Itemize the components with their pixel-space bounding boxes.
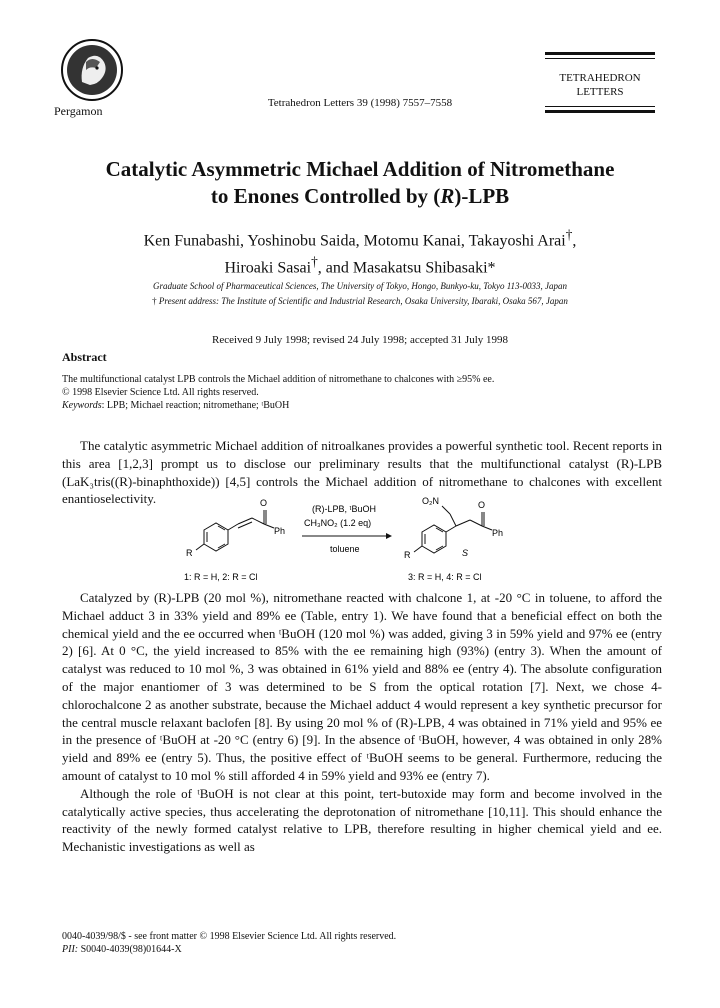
discussion-paragraph: Although the role of ᵗBuOH is not clear at this point, tert-butoxide may form and become involved in the catalytically active species, thus accelerating the deprotonation of nitromethane [10,11]. This should enhance the reactivity of the newly formed catalyst relative to LPB, therefore resulting in higher chemical yield and ee. Mechanistic investigations as well as — [62, 785, 662, 855]
received-dates: Received 9 July 1998; revised 24 July 1998; accepted 31 July 1998 — [211, 334, 509, 346]
body-text — [62, 589, 662, 856]
dagger-mark: † — [311, 254, 318, 270]
reagent-line-2: CH₃NO₂ (1.2 eq) — [304, 518, 372, 528]
header-rule-top-thin — [545, 58, 655, 59]
solvent-label: toluene — [330, 544, 360, 554]
dagger-mark: † — [565, 227, 573, 242]
pergamon-logo-icon — [60, 38, 124, 102]
header-rule-top — [545, 52, 655, 55]
authors-line-1: Ken Funabashi, Yoshinobu Saida, Motomu Kanai, Takayoshi Arai†, — [143, 227, 577, 250]
title-line-2-r: R — [440, 184, 455, 208]
affiliation-2-text: Present address: The Institute of Scientific and Industrial Research, Osaka University, Ibaraki, Osaka 567, Japan — [158, 296, 568, 306]
intro-paragraph: The catalytic asymmetric Michael addition of nitroalkanes provides a powerful synthetic tool. Recent reports in this area [1,2,3] prompt us to disclose our preliminary results that the multifunctional catalyst (R)-LPB (LaK₃tris((R)-binaphthoxide)) [4,5] controls the Michael addition of nitromethane to chalcones with excellent enantioselectivity. — [62, 438, 662, 507]
product-oxygen-label: O — [478, 500, 486, 510]
abstract-copyright: © 1998 Elsevier Science Ltd. All rights reserved. — [62, 387, 259, 398]
title-line-2-part-a: to Enones Controlled by ( — [210, 184, 441, 208]
product-nitro-label: O₂N — [422, 496, 439, 506]
journal-name — [545, 71, 655, 99]
sm-r-label: R — [186, 548, 193, 558]
authors-line-2-text-b: , and Masakatsu Shibasaki* — [317, 259, 496, 277]
title-line-2-part-b: )-LPB — [454, 184, 510, 208]
affiliation-1: Graduate School of Pharmaceutical Sciences, The University of Tokyo, Hongo, Bunkyo-ku, Tokyo 113-0033, Japan — [152, 281, 568, 291]
product-caption: 3: R = H, 4: R = Cl — [408, 572, 482, 582]
product-phenyl-label: Ph — [492, 528, 504, 538]
dagger-mark: † — [152, 296, 157, 306]
sm-caption: 1: R = H, 2: R = Cl — [184, 572, 258, 582]
product-s-label: S — [462, 548, 469, 558]
keywords-text: : LPB; Michael reaction; nitromethane; ᵗBuOH — [101, 400, 290, 411]
authors-line-2-text-a: Hiroaki Sasai — [224, 259, 312, 277]
benzene-ring-sm — [196, 510, 274, 551]
sm-phenyl-label: Ph — [274, 526, 286, 536]
sm-oxygen-label: O — [260, 498, 268, 508]
abstract-text: The multifunctional catalyst LPB controls the Michael addition of nitromethane to chalcones with ≥95% ee. — [62, 374, 495, 385]
title-line-2 — [60, 183, 660, 210]
authors-line-1-text: Ken Funabashi, Yoshinobu Saida, Motomu Kanai, Takayoshi Arai — [143, 232, 566, 250]
reaction-arrowhead-icon — [386, 533, 392, 539]
results-paragraph: Catalyzed by (R)-LPB (20 mol %), nitromethane reacted with chalcone 1, at -20 °C in toluene, to afford the Michael adduct 3 in 33% yield and 89% ee (Table, entry 1). We have found that a beneficial effect on both the chemical yield and the ee occurred when ᵗBuOH (120 mol %) was added, giving 3 in 59% yield and 97% ee (entry 2) [6]. At 0 °C, the yield increased to 85% with the ee remaining high (93%) (entry 3). When the amount of catalyst was reduced to 10 mol %, 3 was obtained in 61% yield and 88% ee (entry 4). The absolute configuration of the major enantiomer of 3 was determined to be S from the optical rotation [7]. Next, we chose 4-chlorochalcone 2 as another substrate, because the Michael adduct 4 would represent a key synthetic precursor for the central muscle relaxant baclofen [8]. By using 20 mol % of (R)-LPB, 4 was obtained in 71% yield and 95% ee in the presence of ᵗBuOH at -20 °C (entry 6) [9]. In the absence of ᵗBuOH, however, 4 was obtained in only 28% yield and 89% ee (entry 5). Thus, the positive effect of ᵗBuOH seems to be general. Furthermore, reducing the amount of catalyst to 10 mol % still afforded 4 in 59% yield and 93% ee (entry 7). — [62, 590, 662, 783]
authors-line-2 — [60, 251, 660, 278]
author-list — [60, 224, 660, 279]
reagent-line-1: (R)-LPB, ᵗBuOH — [312, 504, 376, 514]
header-rule-bottom — [545, 110, 655, 113]
journal-name-line1: TETRAHEDRON — [559, 72, 641, 84]
reaction-scheme — [180, 494, 540, 586]
footer-pii-label: PII: — [62, 944, 79, 955]
product-r-label: R — [404, 550, 411, 560]
title-line-1: Catalytic Asymmetric Michael Addition of Nitromethane — [105, 157, 615, 181]
keywords — [62, 399, 662, 412]
keywords-label: Keywords — [62, 400, 102, 411]
header-rule-bottom-thin — [545, 106, 655, 107]
footer — [62, 930, 396, 956]
affiliation-2 — [60, 294, 660, 309]
paper-title — [60, 156, 660, 210]
abstract-heading: Abstract — [62, 350, 107, 364]
footer-pii-value: S0040-4039(98)01644-X — [78, 944, 182, 955]
publisher-name: Pergamon — [54, 104, 103, 118]
journal-name-line2: LETTERS — [576, 86, 624, 98]
footer-copyright: 0040-4039/98/$ - see front matter © 1998 Elsevier Science Ltd. All rights reserved. — [62, 931, 397, 942]
affiliations — [60, 279, 660, 309]
footer-pii — [62, 943, 396, 956]
abstract-body — [62, 373, 662, 412]
benzene-ring-product — [414, 506, 492, 553]
journal-citation: Tetrahedron Letters 39 (1998) 7557–7558 — [267, 97, 453, 109]
